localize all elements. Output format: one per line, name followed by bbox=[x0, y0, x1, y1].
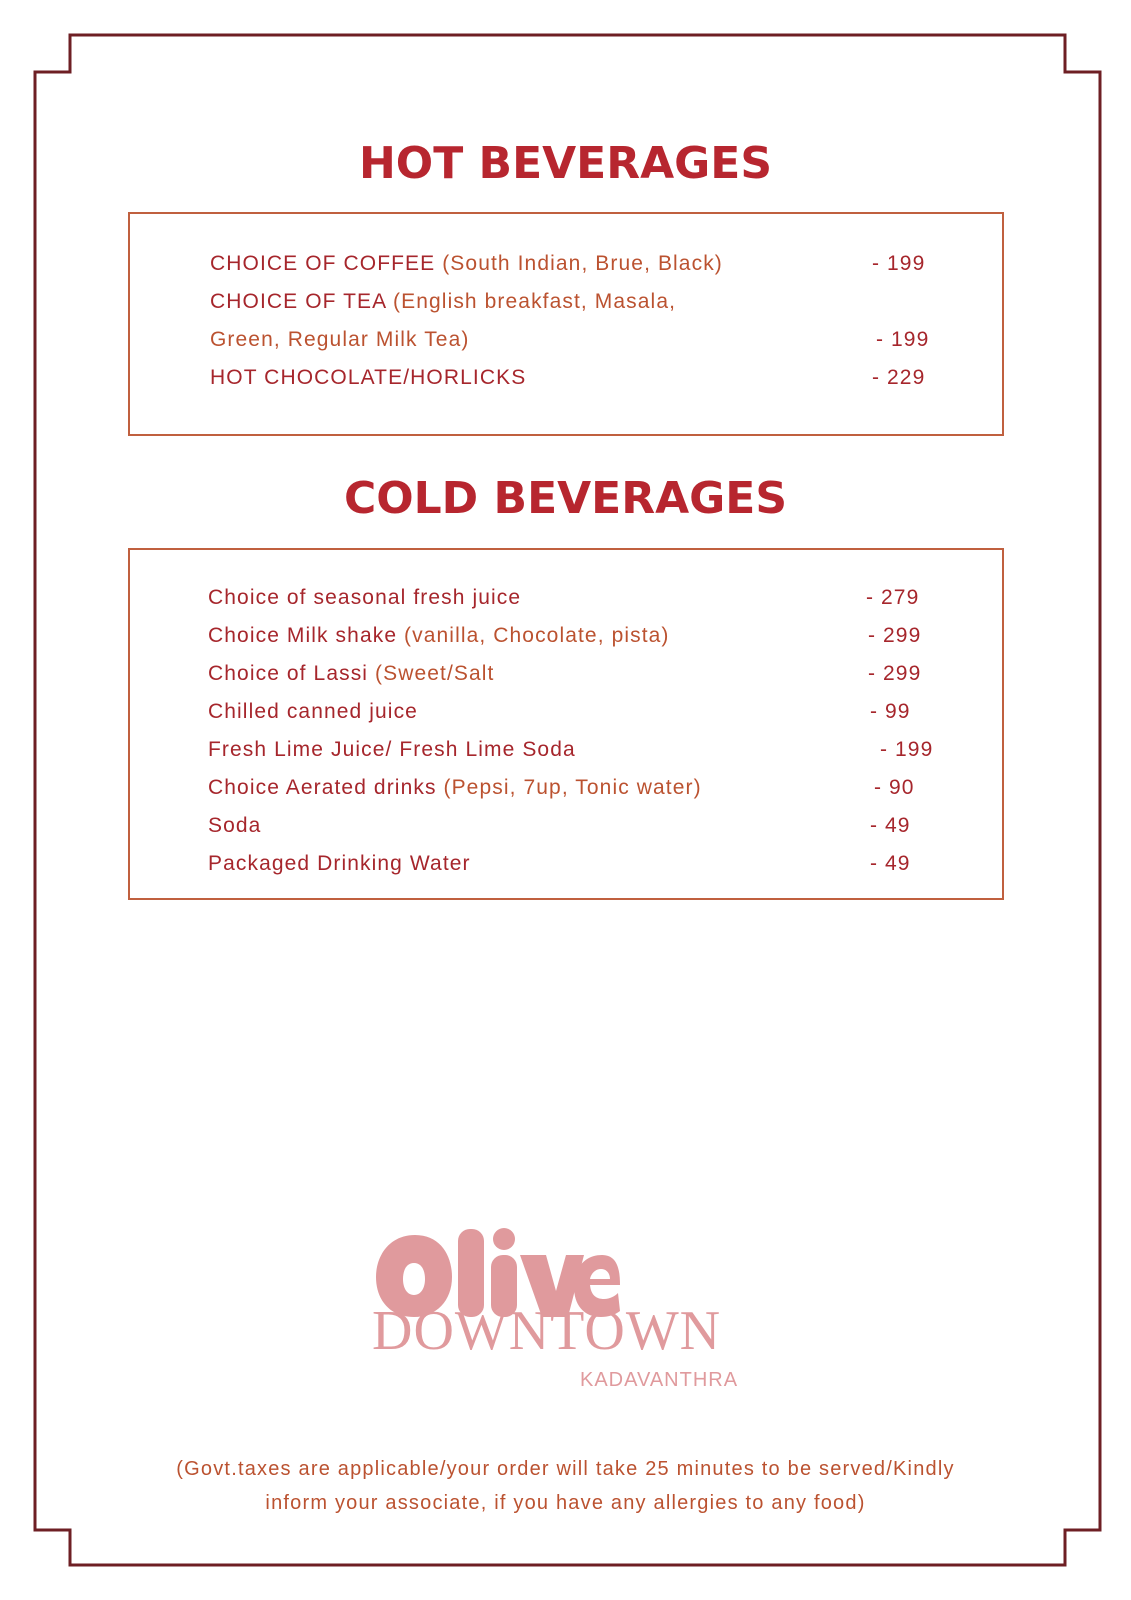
menu-item-name: Chilled canned juice bbox=[208, 700, 418, 723]
menu-item-name: Soda bbox=[208, 814, 262, 837]
menu-item-price: - 299 bbox=[868, 624, 922, 647]
menu-item-price: - 199 bbox=[880, 738, 934, 761]
menu-item-price: - 49 bbox=[870, 814, 911, 837]
menu-item-fresh-juice bbox=[130, 586, 1002, 616]
cold-beverages-box bbox=[128, 548, 1004, 900]
menu-item-canned-juice bbox=[130, 700, 1002, 730]
menu-item-price: - 49 bbox=[870, 852, 911, 875]
footer-note bbox=[120, 1452, 1011, 1520]
menu-item-soda bbox=[130, 814, 1002, 844]
menu-item-name: Choice of Lassi (Sweet/Salt bbox=[208, 662, 495, 685]
logo-downtown-text: DOWNTOWN bbox=[372, 1300, 722, 1362]
menu-item-lassi bbox=[130, 662, 1002, 692]
logo-location-text: KADAVANTHRA bbox=[580, 1369, 739, 1391]
menu-item-price: - 299 bbox=[868, 662, 922, 685]
menu-item-price: - 199 bbox=[872, 252, 926, 275]
menu-item-fresh-lime bbox=[130, 738, 1002, 768]
footer-line-1: (Govt.taxes are applicable/your order will take 25 minutes to be served/Kindly bbox=[176, 1458, 955, 1480]
menu-item-hot-chocolate bbox=[130, 366, 1002, 396]
hot-beverages-title: HOT BEVERAGES bbox=[358, 138, 773, 189]
menu-item-coffee bbox=[130, 252, 1002, 282]
menu-item-name: HOT CHOCOLATE/HORLICKS bbox=[210, 366, 527, 389]
menu-item-milk-shake bbox=[130, 624, 1002, 654]
menu-item-aerated-drinks bbox=[130, 776, 1002, 806]
menu-item-tea bbox=[130, 290, 1002, 320]
menu-item-name: CHOICE OF TEA (English breakfast, Masala, bbox=[210, 290, 677, 313]
menu-item-price: - 199 bbox=[876, 328, 930, 351]
menu-item-name: Choice Aerated drinks (Pepsi, 7up, Tonic water) bbox=[208, 776, 702, 799]
menu-item-price: - 279 bbox=[866, 586, 920, 609]
menu-item-name: Packaged Drinking Water bbox=[208, 852, 471, 875]
menu-item-price: - 99 bbox=[870, 700, 911, 723]
menu-item-price: - 90 bbox=[874, 776, 915, 799]
menu-item-name: Green, Regular Milk Tea) bbox=[210, 328, 470, 351]
menu-item-name: Choice of seasonal fresh juice bbox=[208, 586, 522, 609]
hot-beverages-box bbox=[128, 212, 1004, 436]
menu-item-name: Fresh Lime Juice/ Fresh Lime Soda bbox=[208, 738, 576, 761]
menu-item-price: - 229 bbox=[872, 366, 926, 389]
menu-item-water bbox=[130, 852, 1002, 882]
cold-beverages-title: COLD BEVERAGES bbox=[343, 473, 788, 524]
footer-line-2: inform your associate, if you have any allergies to any food) bbox=[265, 1492, 866, 1514]
menu-item-name: CHOICE OF COFFEE (South Indian, Brue, Black) bbox=[210, 252, 723, 275]
menu-item-name: Choice Milk shake (vanilla, Chocolate, pista) bbox=[208, 624, 670, 647]
menu-item-tea-continued bbox=[130, 328, 1002, 358]
